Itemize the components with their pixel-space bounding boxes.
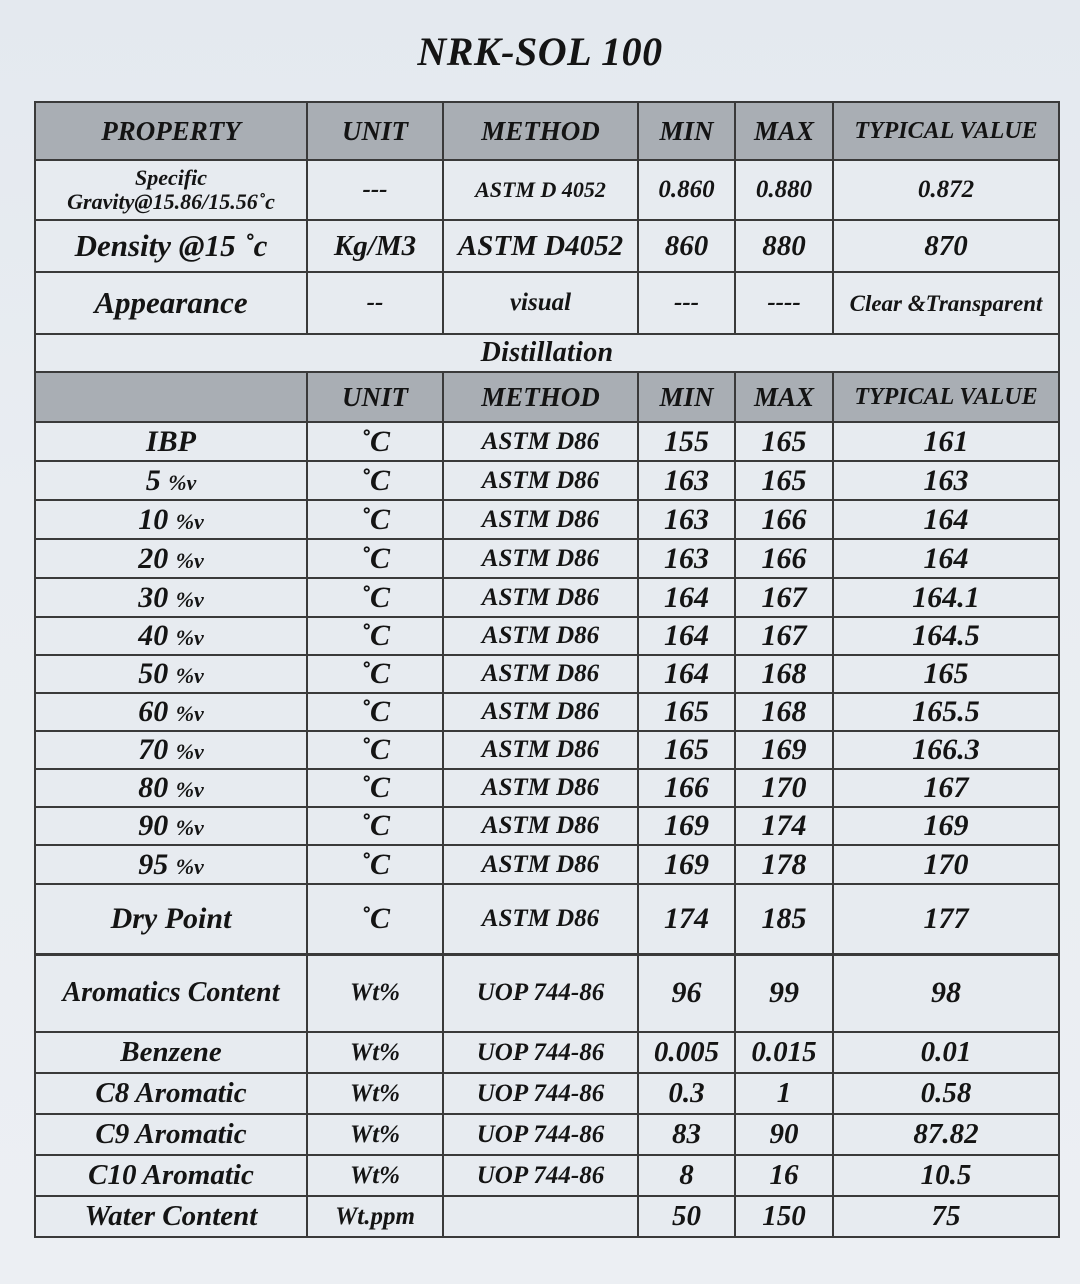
max-cell: 178 [735,845,833,884]
max-cell: ---- [735,272,833,334]
min-cell: 163 [638,539,735,578]
unit-cell: ˚C [307,539,443,578]
property-name: Density @15 ˚c [35,220,307,272]
unit-cell: -- [307,272,443,334]
table-row [35,1196,1059,1237]
method-cell: UOP 744-86 [443,1073,638,1114]
unit-cell: Kg/M3 [307,220,443,272]
min-cell: 166 [638,769,735,807]
min-cell: 174 [638,884,735,954]
unit-cell: ˚C [307,655,443,693]
method-cell: ASTM D86 [443,884,638,954]
method-cell: UOP 744-86 [443,954,638,1032]
max-cell: 167 [735,617,833,655]
unit-cell: Wt% [307,1073,443,1114]
table-row [35,1032,1059,1073]
max-cell: 166 [735,500,833,539]
max-cell: 165 [735,422,833,461]
typical-cell: Clear &Transparent [833,272,1059,334]
property-name: Aromatics Content [35,954,307,1032]
min-cell: 8 [638,1155,735,1196]
typical-cell: 75 [833,1196,1059,1237]
method-cell: visual [443,272,638,334]
max-cell: 90 [735,1114,833,1155]
property-name: C8 Aromatic [35,1073,307,1114]
min-cell: 0.005 [638,1032,735,1073]
method-cell [443,1196,638,1237]
table-row [35,1073,1059,1114]
table-row [35,693,1059,731]
distillation-label: 90 %v [35,807,307,845]
typical-cell: 169 [833,807,1059,845]
unit-cell: Wt% [307,1155,443,1196]
header-unit: UNIT [307,372,443,422]
typical-cell: 10.5 [833,1155,1059,1196]
table-row [35,807,1059,845]
method-cell: UOP 744-86 [443,1155,638,1196]
max-cell: 168 [735,693,833,731]
header-max: MAX [735,102,833,160]
table-row [35,272,1059,334]
min-cell: 50 [638,1196,735,1237]
min-cell: 164 [638,578,735,617]
typical-cell: 161 [833,422,1059,461]
unit-cell: ˚C [307,617,443,655]
table-row [35,500,1059,539]
unit-cell: ˚C [307,731,443,769]
table-row [35,220,1059,272]
method-cell: ASTM D86 [443,693,638,731]
method-cell: UOP 744-86 [443,1032,638,1073]
min-cell: 83 [638,1114,735,1155]
typical-cell: 164.1 [833,578,1059,617]
typical-cell: 163 [833,461,1059,500]
typical-cell: 170 [833,845,1059,884]
typical-cell: 87.82 [833,1114,1059,1155]
table-row [35,845,1059,884]
max-cell: 880 [735,220,833,272]
unit-cell: ˚C [307,693,443,731]
header-empty [35,372,307,422]
distillation-label: 95 %v [35,845,307,884]
unit-cell: ˚C [307,845,443,884]
typical-cell: 870 [833,220,1059,272]
method-cell: ASTM D4052 [443,220,638,272]
distillation-label: 10 %v [35,500,307,539]
table-row [35,884,1059,954]
method-cell: ASTM D 4052 [443,160,638,220]
max-cell: 168 [735,655,833,693]
min-cell: 0.860 [638,160,735,220]
header-method: METHOD [443,102,638,160]
header-typical: TYPICAL VALUE [833,102,1059,160]
distillation-label: IBP [35,422,307,461]
property-name: Benzene [35,1032,307,1073]
unit-cell: ˚C [307,461,443,500]
max-cell: 99 [735,954,833,1032]
unit-cell: Wt% [307,1114,443,1155]
min-cell: 169 [638,845,735,884]
typical-cell: 98 [833,954,1059,1032]
min-cell: 0.3 [638,1073,735,1114]
header-property: PROPERTY [35,102,307,160]
min-cell: 155 [638,422,735,461]
min-cell: 163 [638,461,735,500]
unit-cell: Wt% [307,954,443,1032]
method-cell: ASTM D86 [443,655,638,693]
method-cell: ASTM D86 [443,769,638,807]
min-cell: 163 [638,500,735,539]
header-max: MAX [735,372,833,422]
table-row [35,1114,1059,1155]
method-cell: ASTM D86 [443,578,638,617]
typical-cell: 177 [833,884,1059,954]
typical-cell: 167 [833,769,1059,807]
typical-cell: 164 [833,539,1059,578]
header-unit: UNIT [307,102,443,160]
property-name: Specific Gravity@15.86/15.56˚c [35,160,307,220]
header-method: METHOD [443,372,638,422]
header-min: MIN [638,102,735,160]
unit-cell: ˚C [307,422,443,461]
unit-cell: ˚C [307,578,443,617]
distillation-label: 30 %v [35,578,307,617]
unit-cell: --- [307,160,443,220]
min-cell: --- [638,272,735,334]
distillation-label: 20 %v [35,539,307,578]
method-cell: ASTM D86 [443,845,638,884]
table-row [35,539,1059,578]
min-cell: 96 [638,954,735,1032]
max-cell: 185 [735,884,833,954]
typical-cell: 0.872 [833,160,1059,220]
table-row [35,954,1059,1032]
typical-cell: 165 [833,655,1059,693]
distillation-label: 40 %v [35,617,307,655]
header-min: MIN [638,372,735,422]
table-header-row [35,102,1059,160]
header-typical: TYPICAL VALUE [833,372,1059,422]
section-title-row [35,334,1059,372]
method-cell: ASTM D86 [443,539,638,578]
method-cell: ASTM D86 [443,422,638,461]
property-name: C9 Aromatic [35,1114,307,1155]
method-cell: ASTM D86 [443,461,638,500]
method-cell: UOP 744-86 [443,1114,638,1155]
unit-cell: ˚C [307,807,443,845]
max-cell: 165 [735,461,833,500]
typical-cell: 164 [833,500,1059,539]
max-cell: 167 [735,578,833,617]
table-row [35,617,1059,655]
distillation-label: 50 %v [35,655,307,693]
min-cell: 165 [638,693,735,731]
distillation-title: Distillation [35,334,1059,372]
typical-cell: 166.3 [833,731,1059,769]
distillation-label: 5 %v [35,461,307,500]
max-cell: 1 [735,1073,833,1114]
property-name: C10 Aromatic [35,1155,307,1196]
unit-cell: ˚C [307,884,443,954]
max-cell: 166 [735,539,833,578]
distillation-label: Dry Point [35,884,307,954]
distillation-label: 80 %v [35,769,307,807]
distillation-label: 70 %v [35,731,307,769]
table-row [35,160,1059,220]
max-cell: 169 [735,731,833,769]
max-cell: 16 [735,1155,833,1196]
table-row [35,731,1059,769]
max-cell: 170 [735,769,833,807]
table-row [35,461,1059,500]
table-row [35,422,1059,461]
table-row [35,769,1059,807]
typical-cell: 0.01 [833,1032,1059,1073]
method-cell: ASTM D86 [443,807,638,845]
min-cell: 169 [638,807,735,845]
property-name: Water Content [35,1196,307,1237]
max-cell: 0.880 [735,160,833,220]
max-cell: 0.015 [735,1032,833,1073]
method-cell: ASTM D86 [443,500,638,539]
max-cell: 174 [735,807,833,845]
specification-table [34,101,1060,1238]
table-row [35,655,1059,693]
typical-cell: 164.5 [833,617,1059,655]
unit-cell: Wt.ppm [307,1196,443,1237]
distillation-header-row [35,372,1059,422]
property-name: Appearance [35,272,307,334]
min-cell: 164 [638,617,735,655]
method-cell: ASTM D86 [443,731,638,769]
typical-cell: 0.58 [833,1073,1059,1114]
table-row [35,578,1059,617]
table-row [35,1155,1059,1196]
min-cell: 164 [638,655,735,693]
unit-cell: ˚C [307,769,443,807]
unit-cell: Wt% [307,1032,443,1073]
unit-cell: ˚C [307,500,443,539]
document-title: NRK-SOL 100 [417,29,663,74]
method-cell: ASTM D86 [443,617,638,655]
min-cell: 165 [638,731,735,769]
typical-cell: 165.5 [833,693,1059,731]
distillation-label: 60 %v [35,693,307,731]
max-cell: 150 [735,1196,833,1237]
min-cell: 860 [638,220,735,272]
